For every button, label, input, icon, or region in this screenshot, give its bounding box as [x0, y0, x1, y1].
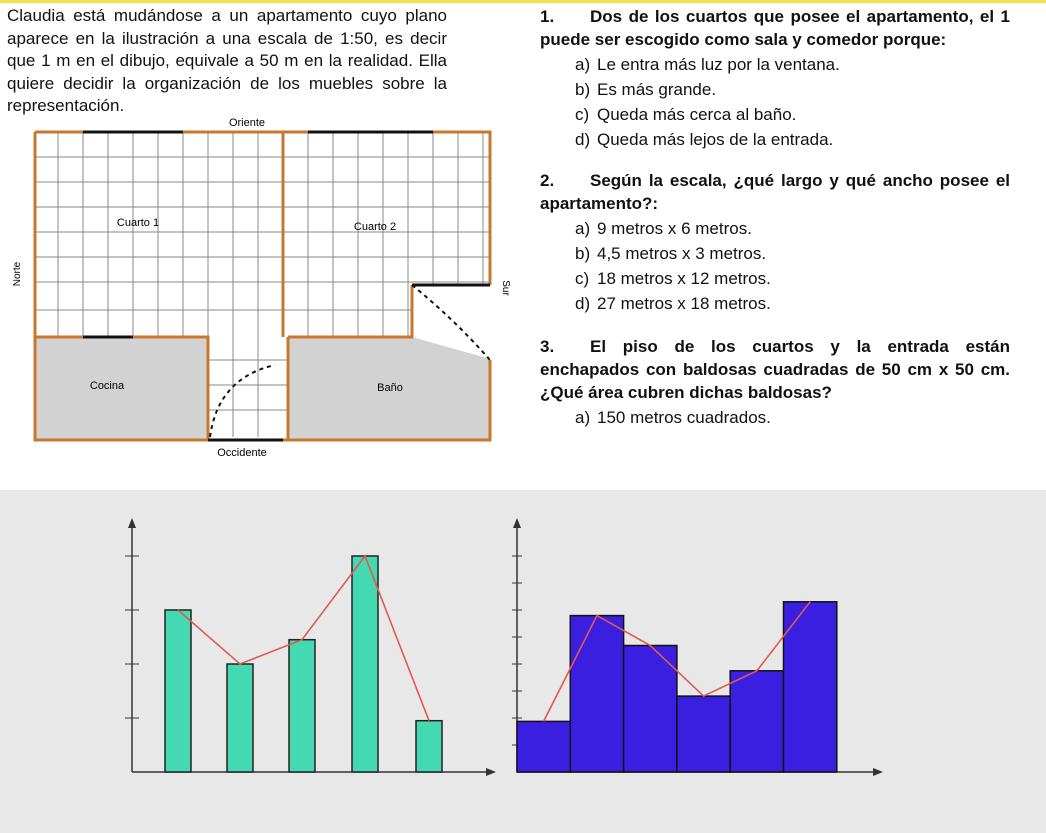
- y-axis-arrow: [128, 518, 136, 528]
- bar-chart: [110, 510, 510, 790]
- intro-paragraph: Claudia está mudándose a un apartamento cuyo plano aparece en la ilustración a una escala de 1:50, es decir que 1 m en el dibujo, equivale a 50 m en la realidad. Ella quiere decidir la organización de los muebles sobre la representación.: [7, 6, 447, 115]
- label-south: Sur: [500, 280, 511, 296]
- option-letter: a): [575, 408, 591, 427]
- option-text: 150 metros cuadrados.: [597, 408, 771, 427]
- option-letter: d): [575, 130, 591, 149]
- option-text: 18 metros x 12 metros.: [597, 269, 771, 288]
- question-text: Dos de los cuartos que posee el apartamento, el 1 puede ser escogido como sala y comedor porque:: [540, 7, 1010, 49]
- option-text: Le entra más luz por la ventana.: [597, 55, 840, 74]
- option-letter: a): [575, 55, 591, 74]
- questions-column: [540, 5, 1010, 429]
- option-text: Es más grande.: [597, 80, 717, 99]
- histogram-bar: [624, 646, 677, 773]
- label-bath: Baño: [377, 382, 403, 394]
- question-number: 1.: [540, 7, 555, 26]
- question-number: 2.: [540, 171, 555, 190]
- histogram-bar: [677, 696, 730, 772]
- question-number: 3.: [540, 337, 555, 356]
- option-letter: b): [575, 244, 591, 263]
- y-axis-arrow: [513, 518, 521, 528]
- x-axis-arrow: [486, 768, 496, 776]
- option-letter: b): [575, 80, 591, 99]
- option-item[interactable]: [540, 292, 1010, 315]
- label-room2: Cuarto 2: [353, 221, 397, 233]
- label-room1: Cuarto 1: [116, 217, 160, 229]
- option-item[interactable]: [540, 242, 1010, 265]
- histogram-bar: [784, 602, 837, 772]
- option-letter: a): [575, 219, 591, 238]
- label-kitchen: Cocina: [89, 380, 125, 392]
- bar: [227, 664, 253, 772]
- label-north: Norte: [12, 261, 23, 287]
- option-item[interactable]: [540, 53, 1010, 76]
- floor-plan: [0, 110, 520, 470]
- option-text: 9 metros x 6 metros.: [597, 219, 752, 238]
- option-item[interactable]: [540, 78, 1010, 101]
- label-east: Oriente: [228, 117, 266, 129]
- option-text: 27 metros x 18 metros.: [597, 294, 771, 313]
- bar: [165, 610, 191, 772]
- histogram-chart: [505, 510, 895, 790]
- option-item[interactable]: [540, 103, 1010, 126]
- option-text: Queda más lejos de la entrada.: [597, 130, 834, 149]
- option-text: 4,5 metros x 3 metros.: [597, 244, 767, 263]
- option-item[interactable]: [540, 267, 1010, 290]
- bar: [289, 640, 315, 772]
- option-item[interactable]: [540, 406, 1010, 429]
- bar: [416, 721, 442, 772]
- question-2: [540, 169, 1010, 315]
- bar: [352, 556, 378, 772]
- option-item[interactable]: [540, 217, 1010, 240]
- option-letter: d): [575, 294, 591, 313]
- question-1: [540, 5, 1010, 151]
- option-text: Queda más cerca al baño.: [597, 105, 797, 124]
- option-letter: c): [575, 269, 590, 288]
- label-west: Occidente: [217, 447, 267, 459]
- question-text: El piso de los cuartos y la entrada están enchapados con baldosas cuadradas de 50 cm x 50 cm. ¿Qué área cubren dichas baldosas?: [540, 337, 1010, 402]
- histogram-bar: [517, 721, 570, 772]
- x-axis-arrow: [873, 768, 883, 776]
- histogram-bar: [730, 671, 783, 772]
- question-3: [540, 335, 1010, 429]
- histogram-bar: [570, 616, 623, 772]
- option-item[interactable]: [540, 128, 1010, 151]
- question-text: Según la escala, ¿qué largo y qué ancho posee el apartamento?:: [540, 171, 1010, 213]
- door-arc-hall: [210, 365, 275, 437]
- option-letter: c): [575, 105, 590, 124]
